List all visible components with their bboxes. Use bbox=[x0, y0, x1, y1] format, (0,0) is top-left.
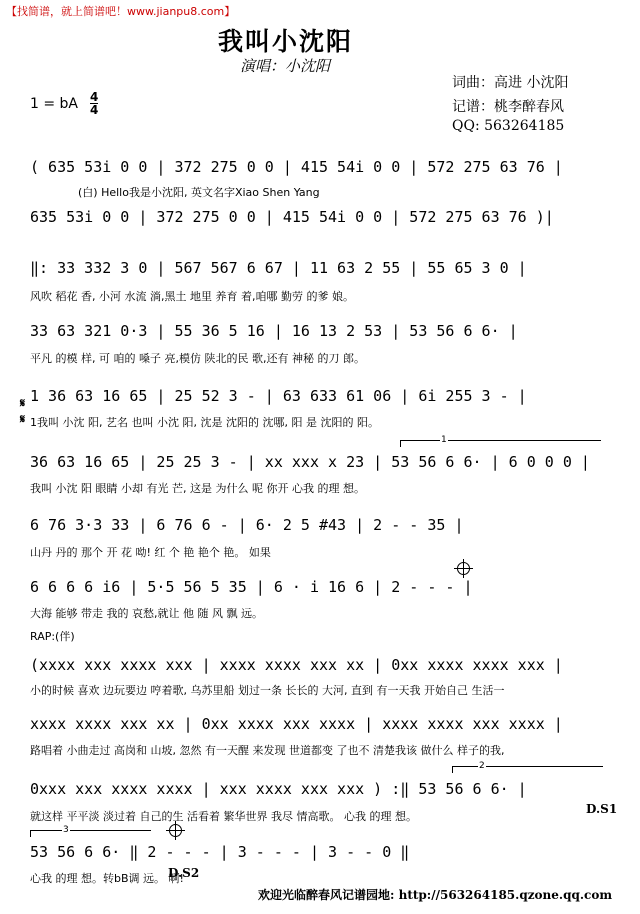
qq-credit: QQ: 563264185 bbox=[452, 118, 565, 134]
score-row-1-notes: ( 635 53i 0 0 | 372 275 0 0 | 415 54i 0 0 | 572 275 63 76 | bbox=[30, 158, 563, 176]
time-signature bbox=[90, 91, 98, 116]
score-row-8-notes: 6 6 6 6 i6 | 5·5 56 5 35 | 6 · i 16 6 | 2 - - - | bbox=[30, 578, 473, 596]
volta-bracket-3 bbox=[30, 830, 151, 837]
ds1-marker: D.S1 bbox=[586, 802, 618, 816]
score-row-10-lyrics: 路唱着 小曲走过 高岗和 山坡, 忽然 有一天醒 来发现 世道都变 了也不 清楚我该 做什么 样子的我, bbox=[30, 744, 505, 757]
score-row-12-lyrics: 心我 的理 想。转bB调 远。 啊! bbox=[30, 872, 184, 885]
score-row-2-notes: 635 53i 0 0 | 372 275 0 0 | 415 54i 0 0 | 572 275 63 76 )| bbox=[30, 208, 554, 226]
score-row-5-notes: 1 36 63 16 65 | 25 52 3 - | 63 633 61 06 | 6i 255 3 - | bbox=[30, 387, 527, 405]
volta-bracket-2 bbox=[452, 766, 603, 773]
volta-1-label: 1 bbox=[441, 435, 447, 445]
coda-sign-2 bbox=[169, 824, 182, 837]
score-row-7-notes: 6 76 3·3 33 | 6 76 6 - | 6· 2 5 #43 | 2 - - 35 | bbox=[30, 516, 464, 534]
score-row-5-lyrics: 1我叫 小沈 阳, 艺名 也叫 小沈 阳, 沈是 沈阳的 沈哪, 阳 是 沈阳的 阳。 bbox=[30, 416, 379, 429]
lyrics-music-credit: 词曲：高进 小沈阳 bbox=[452, 75, 569, 91]
coda-sign-1 bbox=[457, 562, 470, 575]
score-row-8-lyrics: 大海 能够 带走 我的 哀愁,就让 他 随 风 飘 远。 bbox=[30, 607, 263, 620]
key-signature: 1 = bA bbox=[30, 96, 79, 112]
segno-marker-2: 𝄋 bbox=[20, 412, 26, 426]
volta-3-label: 3 bbox=[63, 825, 69, 835]
song-title: 我叫小沈阳 bbox=[218, 27, 354, 56]
score-row-11-lyrics: 就这样 平平淡 淡过着 自己的生 活看着 繁华世界 我尽 情高歌。 心我 的理 想。 bbox=[30, 810, 417, 823]
score-row-6-notes: 36 63 16 65 | 25 25 3 - | xx xxx x 23 | 53 56 6 6· | 6 0 0 0 | bbox=[30, 453, 590, 471]
time-signature-bottom: 4 bbox=[90, 103, 99, 117]
ds2-marker: D.S2 bbox=[168, 866, 200, 880]
score-row-4-lyrics: 平凡 的模 样, 可 咱的 嗓子 亮,模仿 陕北的民 歌,还有 神秘 的刀 郎。 bbox=[30, 352, 365, 365]
score-row-11-notes: 0xxx xxx xxxx xxxx | xxx xxxx xxx xxx ) :‖ 53 56 6 6· | bbox=[30, 780, 527, 798]
score-row-7-lyrics: 山丹 丹的 那个 开 花 呦! 红 个 艳 艳个 艳。 如果 bbox=[30, 546, 271, 559]
footer-website[interactable]: 欢迎光临醉春风记谱园地: http://563264185.qzone.qq.com bbox=[258, 888, 613, 902]
score-row-3-lyrics: 风吹 稻花 香, 小河 水流 淌,黑土 地里 养育 着,咱哪 勤劳 的爹 娘。 bbox=[30, 290, 354, 303]
score-row-9-lyrics: 小的时候 喜欢 边玩要边 哼着歌, 乌苏里船 划过一条 长长的 大河, 直到 有一天我 开始自己 生活一 bbox=[30, 684, 505, 697]
score-row-12-notes: 53 56 6 6· ‖ 2 - - - | 3 - - - | 3 - - 0 ‖ bbox=[30, 843, 410, 861]
score-row-9-notes: (xxxx xxx xxxx xxx | xxxx xxxx xxx xx | 0xx xxxx xxxx xxx | bbox=[30, 656, 563, 674]
transcriber-credit: 记谱：桃李醉春风 bbox=[452, 99, 564, 115]
score-row-3-notes: ‖: 33 332 3 0 | 567 567 6 67 | 11 63 2 55 | 55 65 3 0 | bbox=[30, 259, 527, 277]
volta-bracket-1 bbox=[400, 440, 601, 447]
score-row-1-lyrics: (白) Hello我是小沈阳, 英文名字Xiao Shen Yang bbox=[78, 186, 320, 199]
volta-2-label: 2 bbox=[479, 761, 485, 771]
time-signature-top: 4 bbox=[90, 90, 99, 104]
singer-line: 演唱：小沈阳 bbox=[240, 57, 331, 75]
segno-marker-1: 𝄋 bbox=[20, 396, 26, 410]
rap-label: RAP:(伴) bbox=[30, 630, 75, 643]
site-banner[interactable]: 【找简谱，就上简谱吧！www.jianpu8.com】 bbox=[6, 5, 236, 18]
score-row-10-notes: xxxx xxxx xxx xx | 0xx xxxx xxx xxxx | xxxx xxxx xxx xxxx | bbox=[30, 715, 563, 733]
score-row-6-lyrics: 我叫 小沈 阳 眼睛 小却 有光 芒, 这是 为什么 呢 你开 心我 的理 想。 bbox=[30, 482, 365, 495]
score-row-4-notes: 33 63 321 0·3 | 55 36 5 16 | 16 13 2 53 | 53 56 6 6· | bbox=[30, 322, 518, 340]
